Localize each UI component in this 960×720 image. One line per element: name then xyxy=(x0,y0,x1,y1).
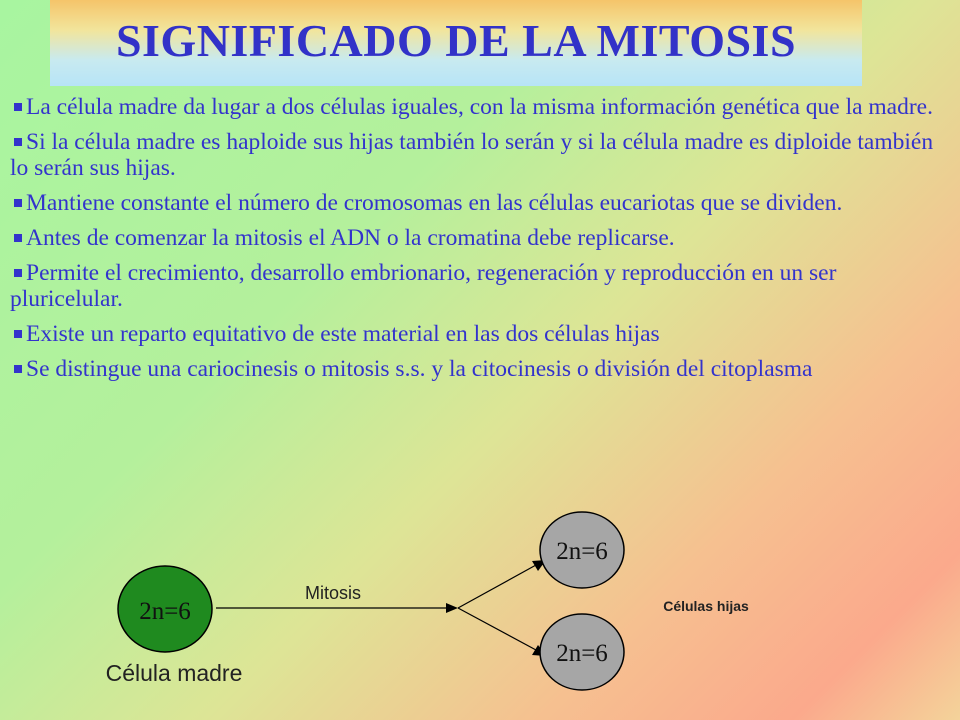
arrowhead-icon xyxy=(446,603,458,613)
mitosis-arrow-label: Mitosis xyxy=(304,583,362,603)
bullet-text: La célula madre da lugar a dos células iguales, con la misma información genética que la madre. xyxy=(26,94,933,120)
page-title: SIGNIFICADO DE LA MITOSIS xyxy=(115,15,797,66)
bullet-text: Existe un reparto equitativo de este material en las dos células hijas xyxy=(26,321,660,347)
branch-arrow-top xyxy=(458,565,536,608)
daughter-cells-caption: Células hijas xyxy=(663,598,749,614)
bullet-text: Permite el crecimiento, desarrollo embrionario, regeneración y reproducción en un ser pluricelular. xyxy=(10,260,837,312)
bullet-text: Se distingue una cariocinesis o mitosis s.s. y la citocinesis o división del citoplasma xyxy=(26,356,813,382)
branch-arrow-bottom xyxy=(458,608,536,650)
daughter-cell-top-label: 2n=6 xyxy=(556,538,608,565)
bullet-text: Si la célula madre es haploide sus hijas también lo serán y si la célula madre es diploide también lo serán sus hijas. xyxy=(10,129,934,181)
mother-cell-caption: Célula madre xyxy=(105,660,243,686)
bullet-text: Mantiene constante el número de cromosomas en las células eucariotas que se dividen. xyxy=(26,190,843,216)
daughter-cell-bottom-label: 2n=6 xyxy=(556,640,608,667)
mother-cell-label: 2n=6 xyxy=(139,598,191,625)
bullet-text: Antes de comenzar la mitosis el ADN o la cromatina debe replicarse. xyxy=(26,225,675,251)
